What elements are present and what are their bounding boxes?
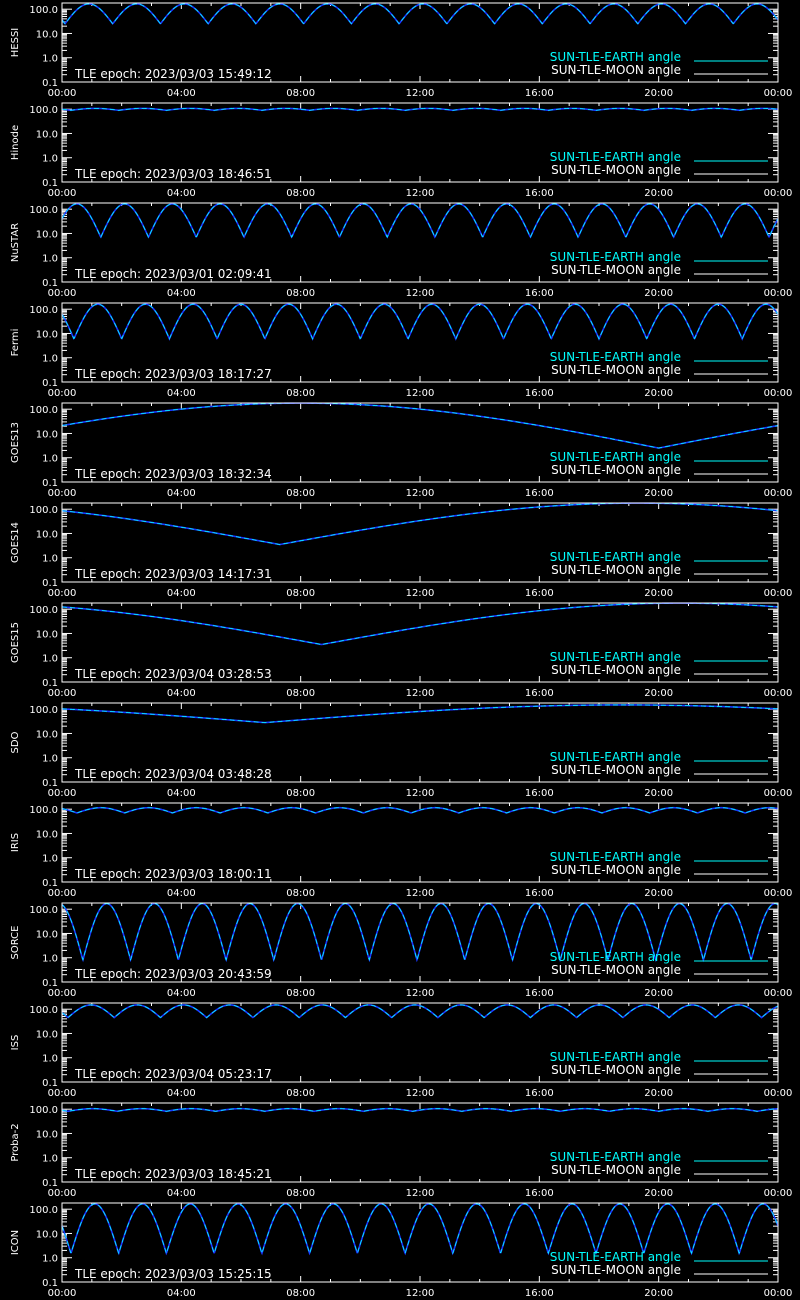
tle-epoch-label: TLE epoch: 2023/03/03 15:49:12 <box>75 67 272 81</box>
legend-earth-label: SUN-TLE-EARTH angle <box>549 350 681 364</box>
x-tick-label: 00:00 <box>763 88 793 99</box>
x-tick-label: 20:00 <box>644 288 674 299</box>
x-tick-label: 16:00 <box>524 988 554 999</box>
x-tick-label: 20:00 <box>644 1188 674 1199</box>
legend-moon-label: SUN-TLE-MOON angle <box>551 1263 681 1277</box>
x-tick-label: 00:00 <box>763 288 793 299</box>
satellite-label: ISS <box>10 1034 21 1051</box>
panel-icon <box>0 1200 800 1300</box>
x-tick-label: 12:00 <box>405 1188 435 1199</box>
y-tick-label: 0.1 <box>42 878 58 889</box>
y-tick-label: 100.0 <box>29 805 58 817</box>
sun-tle-earth-angle-line <box>62 603 778 644</box>
x-tick-label: 08:00 <box>286 788 316 799</box>
x-tick-label: 20:00 <box>644 1088 674 1099</box>
panel-goes13 <box>0 400 800 500</box>
panel-iris <box>0 800 800 900</box>
y-tick-label: 10.0 <box>35 729 58 741</box>
plot-icon <box>0 1200 800 1300</box>
tle-epoch-label: TLE epoch: 2023/03/03 18:00:11 <box>75 867 272 881</box>
tle-epoch-label: TLE epoch: 2023/03/03 18:32:34 <box>75 467 272 481</box>
x-tick-label: 16:00 <box>524 888 554 899</box>
x-tick-label: 08:00 <box>286 1288 316 1299</box>
x-tick-label: 16:00 <box>524 188 554 199</box>
plot-nustar <box>0 200 800 300</box>
x-tick-label: 12:00 <box>405 888 435 899</box>
x-tick-label: 20:00 <box>644 188 674 199</box>
legend-moon-label: SUN-TLE-MOON angle <box>551 863 681 877</box>
x-tick-label: 08:00 <box>286 388 316 399</box>
x-tick-label: 00:00 <box>47 588 77 599</box>
y-tick-label: 1.0 <box>42 53 58 65</box>
y-tick-label: 10.0 <box>35 329 58 341</box>
x-tick-label: 00:00 <box>763 988 793 999</box>
legend <box>550 50 768 77</box>
legend-earth-label: SUN-TLE-EARTH angle <box>549 250 681 264</box>
x-tick-label: 00:00 <box>47 188 77 199</box>
y-tick-label: 100.0 <box>29 105 58 117</box>
x-tick-label: 04:00 <box>166 888 196 899</box>
legend <box>550 1250 768 1277</box>
sun-tle-earth-angle-line <box>62 503 778 544</box>
x-tick-label: 00:00 <box>763 588 793 599</box>
x-tick-label: 00:00 <box>763 188 793 199</box>
earth-angle-envelope <box>62 204 778 237</box>
x-tick-label: 08:00 <box>286 288 316 299</box>
y-tick-label: 10.0 <box>35 1029 58 1041</box>
tle-epoch-label: TLE epoch: 2023/03/03 18:46:51 <box>75 167 272 181</box>
x-tick-label: 08:00 <box>286 1188 316 1199</box>
x-tick-label: 08:00 <box>286 888 316 899</box>
x-tick-label: 12:00 <box>405 688 435 699</box>
satellite-label: Fermi <box>10 328 21 357</box>
x-tick-label: 00:00 <box>47 488 77 499</box>
x-tick-label: 00:00 <box>763 788 793 799</box>
y-tick-label: 0.1 <box>42 778 58 789</box>
legend-moon-label: SUN-TLE-MOON angle <box>551 1163 681 1177</box>
panel-sorce <box>0 900 800 1000</box>
x-tick-label: 12:00 <box>405 288 435 299</box>
y-tick-label: 0.1 <box>42 478 58 489</box>
panel-goes15 <box>0 600 800 700</box>
x-tick-label: 08:00 <box>286 988 316 999</box>
legend-moon-label: SUN-TLE-MOON angle <box>551 63 681 77</box>
plot-fermi <box>0 300 800 400</box>
x-tick-label: 00:00 <box>763 1288 793 1299</box>
y-tick-label: 1.0 <box>42 253 58 265</box>
legend-moon-label: SUN-TLE-MOON angle <box>551 663 681 677</box>
satellite-label: Proba-2 <box>10 1123 21 1162</box>
x-tick-label: 00:00 <box>47 1088 77 1099</box>
x-tick-label: 04:00 <box>166 1088 196 1099</box>
satellite-label: ICON <box>10 1229 21 1256</box>
legend-moon-label: SUN-TLE-MOON angle <box>551 263 681 277</box>
y-tick-label: 1.0 <box>42 353 58 365</box>
y-tick-label: 100.0 <box>29 5 58 17</box>
legend-moon-label: SUN-TLE-MOON angle <box>551 1063 681 1077</box>
legend <box>550 350 768 377</box>
legend-earth-label: SUN-TLE-EARTH angle <box>549 150 681 164</box>
y-tick-label: 100.0 <box>29 1205 58 1217</box>
legend-moon-label: SUN-TLE-MOON angle <box>551 563 681 577</box>
plot-iris <box>0 800 800 900</box>
legend <box>550 650 768 677</box>
legend <box>550 150 768 177</box>
legend-earth-label: SUN-TLE-EARTH angle <box>549 1250 681 1264</box>
legend <box>550 1050 768 1077</box>
x-tick-label: 12:00 <box>405 988 435 999</box>
y-tick-label: 100.0 <box>29 905 58 917</box>
y-tick-label: 100.0 <box>29 505 58 517</box>
x-tick-label: 00:00 <box>47 88 77 99</box>
x-tick-label: 00:00 <box>763 688 793 699</box>
legend-earth-label: SUN-TLE-EARTH angle <box>549 1150 681 1164</box>
plot-hinode <box>0 100 800 200</box>
y-tick-label: 10.0 <box>35 29 58 41</box>
plot-sorce <box>0 900 800 1000</box>
panel-hessi <box>0 0 800 100</box>
x-tick-label: 00:00 <box>47 688 77 699</box>
y-tick-label: 1.0 <box>42 853 58 865</box>
x-tick-label: 00:00 <box>47 388 77 399</box>
x-tick-label: 12:00 <box>405 788 435 799</box>
panel-nustar <box>0 200 800 300</box>
legend <box>550 1150 768 1177</box>
y-tick-label: 100.0 <box>29 205 58 217</box>
x-tick-label: 04:00 <box>166 1288 196 1299</box>
x-tick-label: 00:00 <box>47 788 77 799</box>
legend-earth-label: SUN-TLE-EARTH angle <box>549 50 681 64</box>
x-tick-label: 12:00 <box>405 588 435 599</box>
tle-epoch-label: TLE epoch: 2023/03/03 18:45:21 <box>75 1167 272 1181</box>
legend <box>550 750 768 777</box>
y-tick-label: 100.0 <box>29 405 58 417</box>
legend-earth-label: SUN-TLE-EARTH angle <box>549 850 681 864</box>
y-tick-label: 10.0 <box>35 1129 58 1141</box>
y-tick-label: 0.1 <box>42 1178 58 1189</box>
x-tick-label: 16:00 <box>524 688 554 699</box>
x-tick-label: 04:00 <box>166 388 196 399</box>
legend-moon-label: SUN-TLE-MOON angle <box>551 763 681 777</box>
satellite-label: SDO <box>10 731 21 754</box>
x-tick-label: 00:00 <box>763 1188 793 1199</box>
legend-earth-label: SUN-TLE-EARTH angle <box>549 650 681 664</box>
x-tick-label: 12:00 <box>405 88 435 99</box>
x-tick-label: 20:00 <box>644 688 674 699</box>
y-tick-label: 100.0 <box>29 305 58 317</box>
earth-angle-envelope <box>62 403 778 448</box>
y-tick-label: 0.1 <box>42 178 58 189</box>
y-tick-label: 10.0 <box>35 129 58 141</box>
sun-tle-earth-angle-line <box>62 304 778 339</box>
y-tick-label: 10.0 <box>35 1229 58 1241</box>
tle-epoch-label: TLE epoch: 2023/03/03 14:17:31 <box>75 567 272 581</box>
y-tick-label: 1.0 <box>42 1253 58 1265</box>
plot-goes15 <box>0 600 800 700</box>
y-tick-label: 100.0 <box>29 705 58 717</box>
x-tick-label: 16:00 <box>524 1088 554 1099</box>
tle-epoch-label: TLE epoch: 2023/03/04 03:48:28 <box>75 767 272 781</box>
legend <box>550 550 768 577</box>
x-tick-label: 16:00 <box>524 88 554 99</box>
satellite-label: GOES14 <box>10 521 21 564</box>
x-tick-label: 04:00 <box>166 1188 196 1199</box>
satellite-label: Hinode <box>10 124 21 161</box>
legend-moon-label: SUN-TLE-MOON angle <box>551 163 681 177</box>
x-tick-label: 08:00 <box>286 88 316 99</box>
earth-angle-envelope <box>62 1204 778 1253</box>
y-tick-label: 10.0 <box>35 829 58 841</box>
x-tick-label: 12:00 <box>405 488 435 499</box>
x-tick-label: 12:00 <box>405 1088 435 1099</box>
x-tick-label: 16:00 <box>524 288 554 299</box>
y-tick-label: 10.0 <box>35 229 58 241</box>
x-tick-label: 04:00 <box>166 588 196 599</box>
earth-angle-envelope <box>62 304 778 339</box>
y-tick-label: 0.1 <box>42 278 58 289</box>
satellite-label: HESSI <box>10 27 21 58</box>
x-tick-label: 12:00 <box>405 1288 435 1299</box>
y-tick-label: 10.0 <box>35 529 58 541</box>
x-tick-label: 04:00 <box>166 88 196 99</box>
x-tick-label: 20:00 <box>644 888 674 899</box>
plot-hessi <box>0 0 800 100</box>
y-tick-label: 10.0 <box>35 429 58 441</box>
x-tick-label: 20:00 <box>644 1288 674 1299</box>
satellite-label: SORCE <box>10 925 21 960</box>
earth-angle-envelope <box>62 503 778 544</box>
plot-sdo <box>0 700 800 800</box>
x-tick-label: 04:00 <box>166 788 196 799</box>
x-tick-label: 08:00 <box>286 488 316 499</box>
panel-goes14 <box>0 500 800 600</box>
plot-goes14 <box>0 500 800 600</box>
x-tick-label: 04:00 <box>166 688 196 699</box>
satellite-label: GOES15 <box>10 621 21 664</box>
x-tick-label: 04:00 <box>166 988 196 999</box>
y-tick-label: 0.1 <box>42 578 58 589</box>
satellite-label: NuSTAR <box>10 222 21 263</box>
legend-earth-label: SUN-TLE-EARTH angle <box>549 750 681 764</box>
x-tick-label: 08:00 <box>286 1088 316 1099</box>
tle-epoch-label: TLE epoch: 2023/03/04 05:23:17 <box>75 1067 272 1081</box>
legend-earth-label: SUN-TLE-EARTH angle <box>549 450 681 464</box>
y-tick-label: 100.0 <box>29 1105 58 1117</box>
x-tick-label: 00:00 <box>47 888 77 899</box>
y-tick-label: 1.0 <box>42 653 58 665</box>
y-tick-label: 0.1 <box>42 1078 58 1089</box>
x-tick-label: 20:00 <box>644 388 674 399</box>
y-tick-label: 1.0 <box>42 1053 58 1065</box>
tle-epoch-label: TLE epoch: 2023/03/04 03:28:53 <box>75 667 272 681</box>
tle-epoch-label: TLE epoch: 2023/03/03 18:17:27 <box>75 367 272 381</box>
legend-earth-label: SUN-TLE-EARTH angle <box>549 950 681 964</box>
y-tick-label: 1.0 <box>42 153 58 165</box>
x-tick-label: 16:00 <box>524 388 554 399</box>
legend <box>550 250 768 277</box>
x-tick-label: 04:00 <box>166 488 196 499</box>
y-tick-label: 0.1 <box>42 978 58 989</box>
x-tick-label: 00:00 <box>47 988 77 999</box>
y-tick-label: 1.0 <box>42 1153 58 1165</box>
x-tick-label: 00:00 <box>763 888 793 899</box>
legend-moon-label: SUN-TLE-MOON angle <box>551 463 681 477</box>
y-tick-label: 0.1 <box>42 78 58 89</box>
x-tick-label: 00:00 <box>763 488 793 499</box>
satellite-label: GOES13 <box>10 421 21 464</box>
x-tick-label: 00:00 <box>47 1188 77 1199</box>
panel-hinode <box>0 100 800 200</box>
x-tick-label: 00:00 <box>47 288 77 299</box>
panel-fermi <box>0 300 800 400</box>
legend <box>550 450 768 477</box>
x-tick-label: 04:00 <box>166 188 196 199</box>
x-tick-label: 00:00 <box>763 388 793 399</box>
y-tick-label: 0.1 <box>42 378 58 389</box>
x-tick-label: 04:00 <box>166 288 196 299</box>
panel-iss <box>0 1000 800 1100</box>
tle-epoch-label: TLE epoch: 2023/03/01 02:09:41 <box>75 267 272 281</box>
x-tick-label: 16:00 <box>524 588 554 599</box>
x-tick-label: 12:00 <box>405 188 435 199</box>
x-tick-label: 12:00 <box>405 388 435 399</box>
legend-moon-label: SUN-TLE-MOON angle <box>551 963 681 977</box>
tle-epoch-label: TLE epoch: 2023/03/03 15:25:15 <box>75 1267 272 1281</box>
x-tick-label: 00:00 <box>763 1088 793 1099</box>
legend <box>550 850 768 877</box>
satellite-label: IRIS <box>10 832 21 853</box>
x-tick-label: 08:00 <box>286 688 316 699</box>
x-tick-label: 08:00 <box>286 588 316 599</box>
y-tick-label: 1.0 <box>42 753 58 765</box>
y-tick-label: 10.0 <box>35 929 58 941</box>
x-tick-label: 20:00 <box>644 488 674 499</box>
x-tick-label: 16:00 <box>524 488 554 499</box>
x-tick-label: 16:00 <box>524 1288 554 1299</box>
plot-proba-2 <box>0 1100 800 1200</box>
tle-epoch-label: TLE epoch: 2023/03/03 20:43:59 <box>75 967 272 981</box>
y-tick-label: 1.0 <box>42 553 58 565</box>
earth-angle-envelope <box>62 603 778 644</box>
y-tick-label: 10.0 <box>35 629 58 641</box>
y-tick-label: 1.0 <box>42 453 58 465</box>
panel-proba-2 <box>0 1100 800 1200</box>
legend <box>550 950 768 977</box>
panel-sdo <box>0 700 800 800</box>
y-tick-label: 0.1 <box>42 678 58 689</box>
plot-goes13 <box>0 400 800 500</box>
legend-earth-label: SUN-TLE-EARTH angle <box>549 550 681 564</box>
x-tick-label: 16:00 <box>524 1188 554 1199</box>
x-tick-label: 16:00 <box>524 788 554 799</box>
x-tick-label: 00:00 <box>47 1288 77 1299</box>
x-tick-label: 20:00 <box>644 588 674 599</box>
y-tick-label: 100.0 <box>29 605 58 617</box>
legend-moon-label: SUN-TLE-MOON angle <box>551 363 681 377</box>
x-tick-label: 20:00 <box>644 788 674 799</box>
y-tick-label: 0.1 <box>42 1278 58 1289</box>
legend-earth-label: SUN-TLE-EARTH angle <box>549 1050 681 1064</box>
x-tick-label: 08:00 <box>286 188 316 199</box>
y-tick-label: 100.0 <box>29 1005 58 1017</box>
x-tick-label: 20:00 <box>644 88 674 99</box>
x-tick-label: 20:00 <box>644 988 674 999</box>
y-tick-label: 1.0 <box>42 953 58 965</box>
plot-iss <box>0 1000 800 1100</box>
